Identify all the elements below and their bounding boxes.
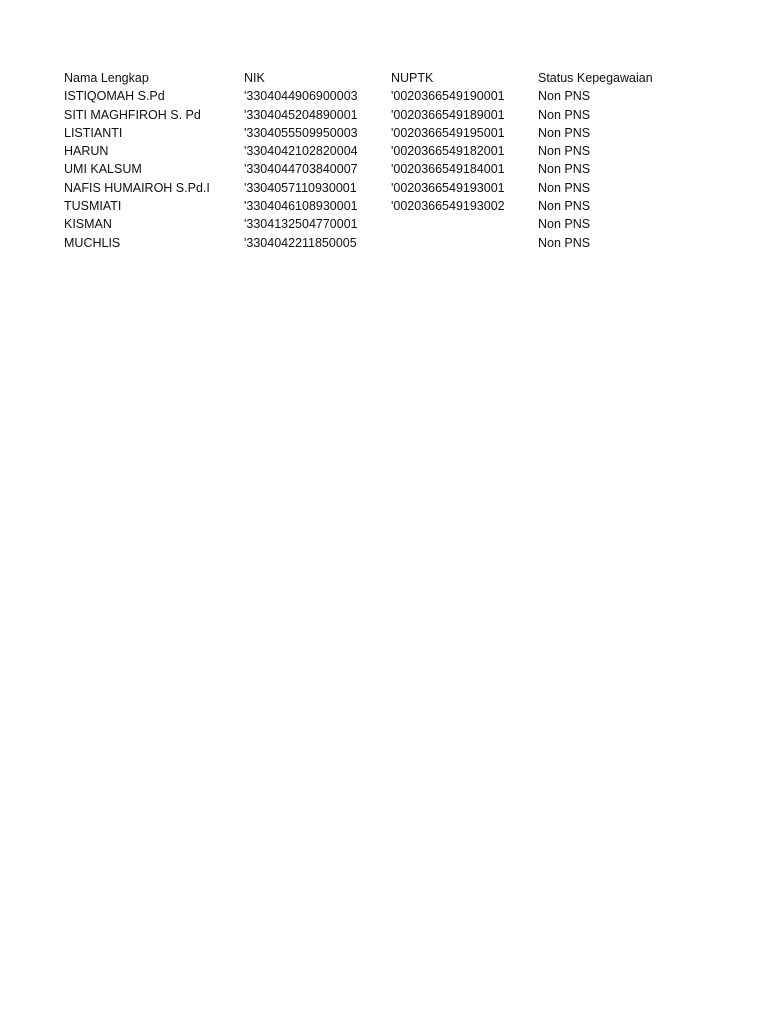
cell-status: Non PNS [538,107,591,122]
cell-nuptk: '0020366549193001 [391,180,505,195]
header-status-kepegawaian: Status Kepegawaian [538,71,653,85]
employee-table [64,69,688,252]
header-row [64,69,688,87]
table-row [64,142,688,160]
cell-nuptk [391,215,538,233]
spreadsheet-page [64,69,744,252]
cell-status: Non PNS [538,235,591,250]
cell-status: Non PNS [538,89,591,104]
cell-nik: '3304132504770001 [244,217,358,232]
cell-nik: '3304044703840007 [244,162,358,177]
cell-nuptk: '0020366549195001 [391,125,505,140]
table-row [64,234,688,252]
cell-status: Non PNS [538,144,591,159]
cell-nama: ISTIQOMAH S.Pd [64,89,165,104]
header-nuptk: NUPTK [391,71,434,85]
cell-nik: '3304042211850005 [244,235,357,250]
table-row [64,124,688,142]
cell-nik: '3304045204890001 [244,107,358,122]
table-row [64,197,688,215]
table-row [64,179,688,197]
table-row [64,87,688,105]
table-row [64,160,688,178]
cell-nama: UMI KALSUM [64,162,142,177]
cell-nama: MUCHLIS [64,235,121,250]
cell-nik: '3304055509950003 [244,125,358,140]
cell-nuptk: '0020366549193002 [391,199,505,214]
cell-status: Non PNS [538,162,591,177]
cell-nik: '3304044906900003 [244,89,358,104]
cell-nik: '3304057110930001 [244,180,357,195]
cell-nama: LISTIANTI [64,125,123,140]
table-row [64,106,688,124]
cell-nuptk: '0020366549190001 [391,89,505,104]
cell-status: Non PNS [538,125,591,140]
table-row [64,215,688,233]
cell-nama: HARUN [64,144,109,159]
cell-nuptk: '0020366549184001 [391,162,505,177]
header-nik: NIK [244,71,265,85]
cell-status: Non PNS [538,217,591,232]
cell-nama: KISMAN [64,217,112,232]
cell-nik: '3304042102820004 [244,144,358,159]
cell-nik: '3304046108930001 [244,199,358,214]
cell-nama: SITI MAGHFIROH S. Pd [64,107,201,122]
cell-status: Non PNS [538,199,591,214]
cell-nama: TUSMIATI [64,199,122,214]
header-nama-lengkap: Nama Lengkap [64,71,149,85]
cell-nuptk [391,234,538,252]
cell-nuptk: '0020366549182001 [391,144,505,159]
cell-status: Non PNS [538,180,591,195]
cell-nama: NAFIS HUMAIROH S.Pd.I [64,180,210,195]
cell-nuptk: '0020366549189001 [391,107,505,122]
